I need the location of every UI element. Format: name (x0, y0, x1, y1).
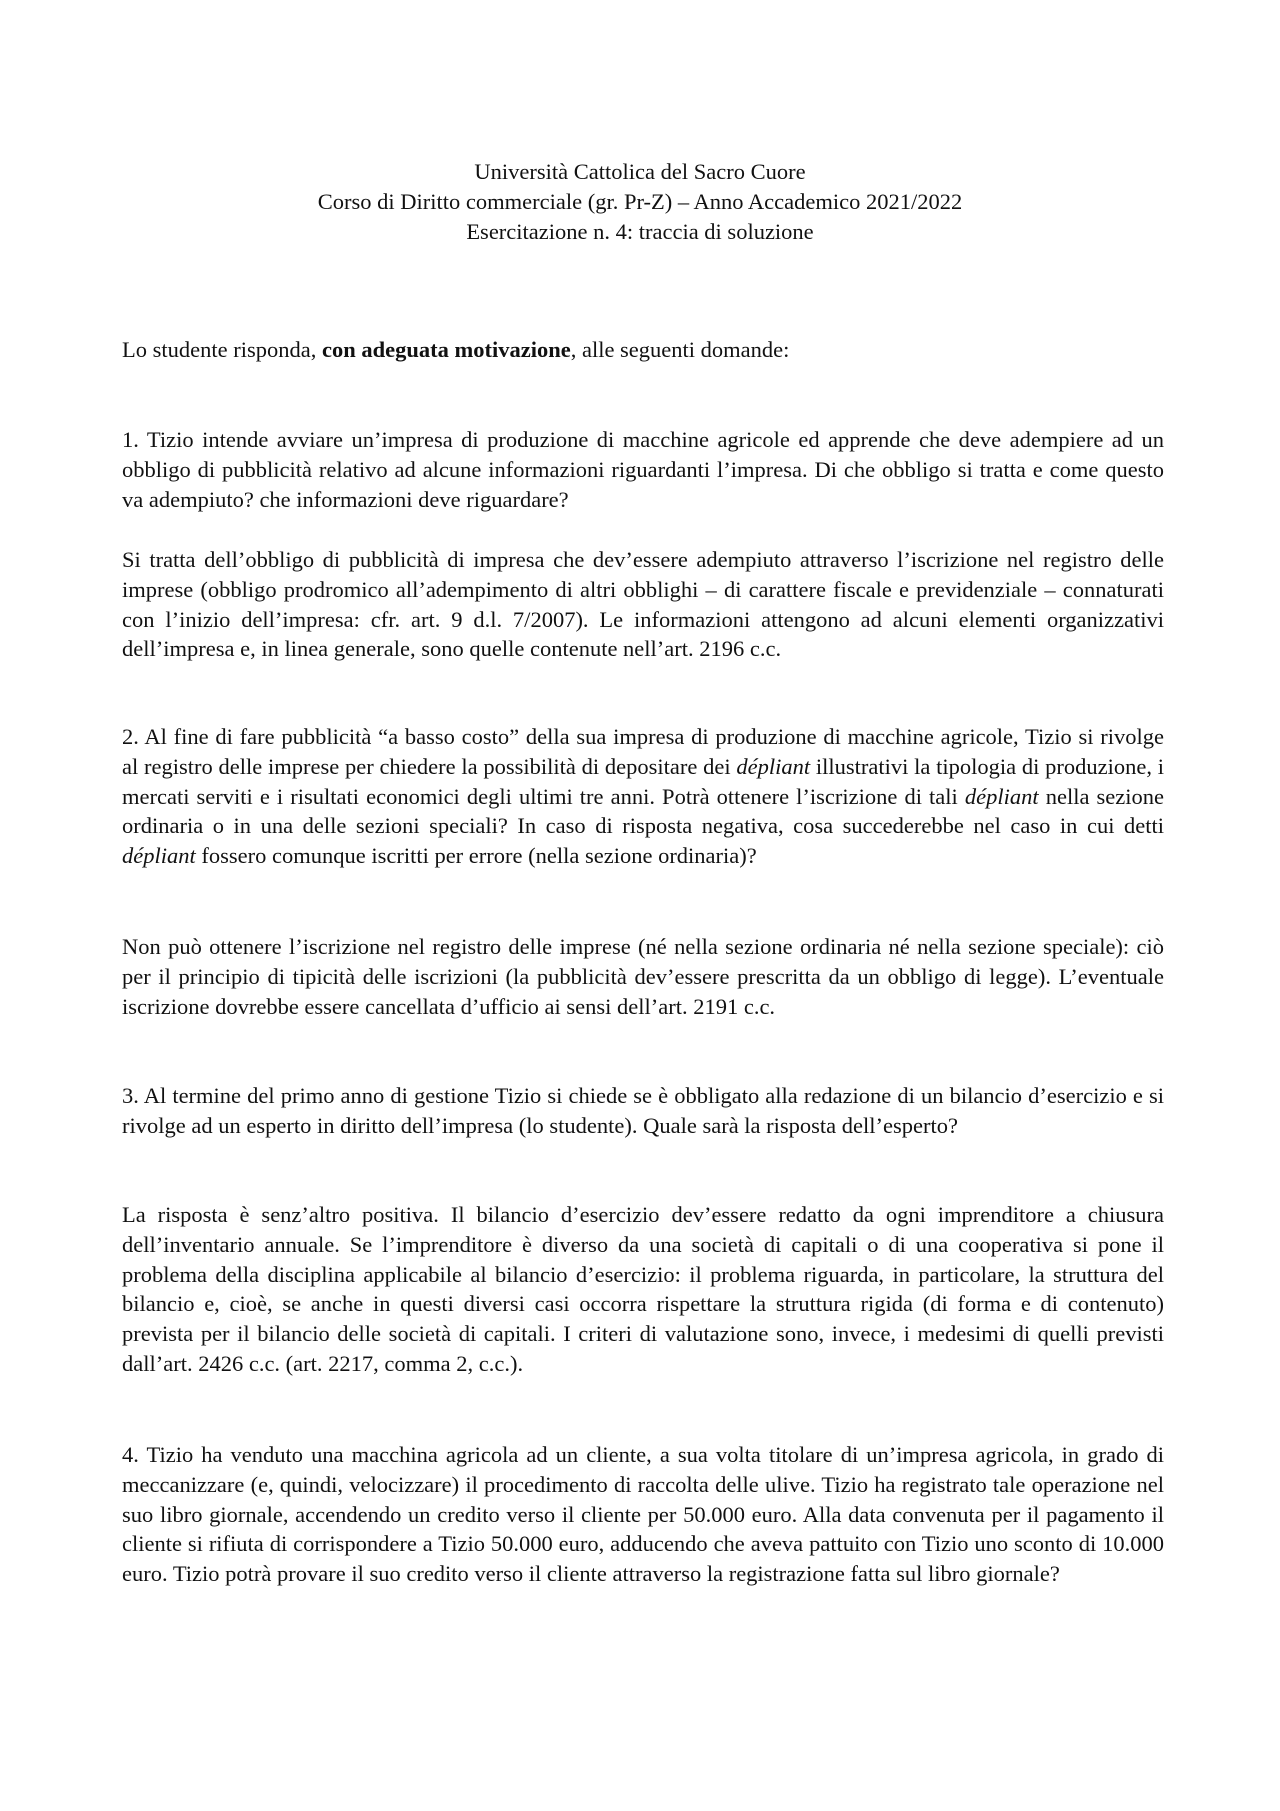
answer-3: La risposta è senz’altro positiva. Il bilancio d’esercizio dev’essere redatto da ogni imprenditore a chiusura dell’inventario annuale. Se l’imprenditore è diverso da una società di capitali o di una cooperativa si pone il problema della disciplina applicabile al bilancio d’esercizio: il problema riguarda, in particolare, la struttura del bilancio e, cioè, se anche in questi diversi casi occorra rispettare la struttura rigida (di forma e di contenuto) prevista per il bilancio delle società di capitali. I criteri di valutazione sono, invece, i medesimi di quelli previsti dall’art. 2426 c.c. (art. 2217, comma 2, c.c.). (122, 1202, 1164, 1376)
intro-text-end: , alle seguenti domande: (570, 337, 790, 362)
q2-text: illustrativi la tipologia di produzione, i mercati serviti e i risultati economici degli ultimi tre anni. Potrà ottenere l’iscrizione di tali (122, 753, 1164, 809)
answer-2: Non può ottenere l’iscrizione nel registro delle imprese (né nella sezione ordinaria né nella sezione speciale): ciò per il principio di tipicità delle iscrizioni (la pubblicità dev’essere prescritta da un obbligo di legge). L’eventuale iscrizione dovrebbe essere cancellata d’ufficio ai sensi dell’art. 2191 c.c. (122, 934, 1164, 1019)
intro-text: Lo studente risponda, (122, 337, 322, 362)
exercise-title: Esercitazione n. 4: traccia di soluzione (466, 218, 814, 244)
q2-italic: dépliant (122, 843, 196, 869)
answer-1: Si tratta dell’obbligo di pubblicità di impresa che dev’essere adempiuto attraverso l’iscrizione nel registro delle imprese (obbligo prodromico all’adempimento di altri obblighi – di carattere fiscale e previdenziale – connaturati con l’inizio dell’impresa: cfr. art. 9 d.l. 7/2007). Le informazioni attengono ad alcuni elementi organizzativi dell’impresa e, in linea generale, sono quelle contenute nell’art. 2196 c.c. (122, 547, 1164, 662)
university-name: Università Cattolica del Sacro Cuore (474, 159, 806, 184)
course-title: Corso di Diritto commerciale (gr. Pr-Z) – Anno Accademico 2021/2022 (317, 188, 963, 214)
q2-text: 2. Al fine di fare pubblicità “a basso costo” della sua impresa di produzione di macchine agricole, Tizio si rivolge al registro delle imprese per chiedere la possibilità di depositare dei (122, 724, 1164, 779)
question-4: 4. Tizio ha venduto una macchina agricola ad un cliente, a sua volta titolare di un’impresa agricola, in grado di meccanizzare (e, quindi, velocizzare) il procedimento di raccolta delle ulive. Tizio ha registrato tale operazione nel suo libro giornale, accendendo un credito verso il cliente per 50.000 euro. Alla data convenuta per il pagamento il cliente si rifiuta di corrispondere a Tizio 50.000 euro, adducendo che aveva pattuito con Tizio uno sconto di 10.000 euro. Tizio potrà provare il suo credito verso il cliente attraverso la registrazione fatta sul libro giornale? (122, 1442, 1164, 1587)
question-3: 3. Al termine del primo anno di gestione Tizio si chiede se è obbligato alla redazione di un bilancio d’esercizio e si rivolge ad un esperto in diritto dell’impresa (lo studente). Quale sarà la risposta dell’esperto? (122, 1083, 1164, 1138)
q2-italic: dépliant (964, 783, 1039, 809)
question-1: 1. Tizio intende avviare un’impresa di produzione di macchine agricole ed apprende che deve adempiere ad un obbligo di pubblicità relativo ad alcune informazioni riguardanti l’impresa. Di che obbligo si tratta e come questo va adempiuto? che informazioni deve riguardare? (122, 427, 1164, 512)
document-header (0, 157, 1280, 246)
question-2 (122, 722, 1164, 871)
q2-text: fossero comunque iscritti per errore (nella sezione ordinaria)? (195, 843, 757, 869)
q2-text: nella sezione ordinaria o in una delle sezioni speciali? In caso di risposta negativa, cosa succederebbe nel caso in cui detti (122, 783, 1165, 839)
q2-italic: dépliant (736, 753, 811, 779)
intro-paragraph (122, 335, 1164, 365)
intro-bold-text: con adeguata motivazione (321, 337, 571, 362)
